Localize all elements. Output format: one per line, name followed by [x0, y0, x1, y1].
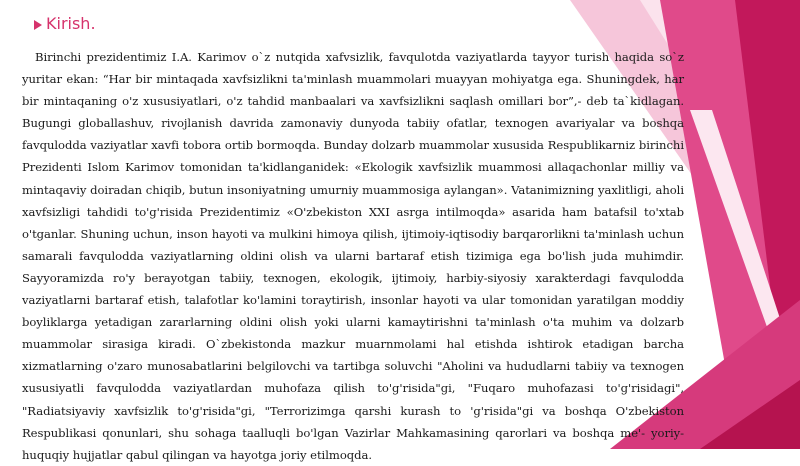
title-arrow-icon: [34, 20, 42, 30]
slide-title: Kirish.: [46, 14, 96, 33]
title-row: [34, 14, 96, 33]
body-paragraph: Birinchi prezidentimiz I.A. Karimov o`z nutqida xafvsizlik, favqulotda vaziyatlarda tayyor turish haqida so`z yuritar ekan: “Har bir mintaqada xavfsizlikni ta'minlash muammolari muayyan mohiyatga ega. Shuningdek, har bir mintaqaning o'z xususiyatlari, o'z tahdid manbaalari va xavfsizlikni saqlash omillari bor”,- deb ta`kidlagan. Bugungi globallashuv, rivojlanish davrida zamonaviy dunyoda tabiiy ofatlar, texnogen avariyalar va boshqa favqulodda vaziyatlar xavfi tobora ortib bormoqda. Bunday dolzarb muammolar xususida Respublikarniz birinchi Prezidenti Islom Karimov tomonidan ta'kidlanganidek: «Ekologik xavfsizlik muammosi allaqachonlar milliy va mintaqaviy doiradan chiqib, butun insoniyatning umurniy muammosiga aylangan». Vatanimizning yaxlitligi, aholi xavfsizligi tahdidi to'g'risida Prezidentimiz «O'zbekiston XXI asrga intilmoqda» asarida ham batafsil to'xtab o'tganlar. Shuning uchun, inson hayoti va mulkini himoya qilish, ijtimoiy-iqtisodiy barqarorlikni ta'minlash uchun samarali favqulodda vaziyatlarning oldini olish va ularni bartaraf etish tizimiga ega bo'lish juda muhimdir. Sayyoramizda ro'y berayotgan tabiiy, texnogen, ekologik, ijtimoiy, harbiy-siyosiy xarakterdagi favqulodda vaziyatlarni bartaraf etish, talafotlar ko'lamini toraytirish, insonlar hayoti va ular tomonidan yaratilgan moddiy boyliklarga yetadigan zararlarning oldini olish yoki ularni kamaytirishni ta'minlash o'ta muhim va dolzarb muammolar sirasiga kiradi. O`zbekistonda mazkur muarnmolami hal etishda ishtirok etadigan barcha xizmatlarning o'zaro munosabatlarini belgilovchi va tartibga soluvchi "Aholini va hududlarni tabiiy va texnogen xususiyatli favqulodda vaziyatlardan muhofaza qilish to'g'risida"gi, "Fuqaro muhofazasi to'g'risidagi", "Radiatsiyaviy xavfsizlik to'g'risida"gi, "Terrorizimga qarshi kurash to 'g'risida"gi va boshqa O'zbekiston Respublikasi qonunlari, shu sohaga taalluqli bo'lgan Vazirlar Mahkamasining qarorlari va boshqa me'- yoriy-huquqiy hujjatlar qabul qilingan va hayotga joriy etilmoqda.: [22, 50, 684, 462]
